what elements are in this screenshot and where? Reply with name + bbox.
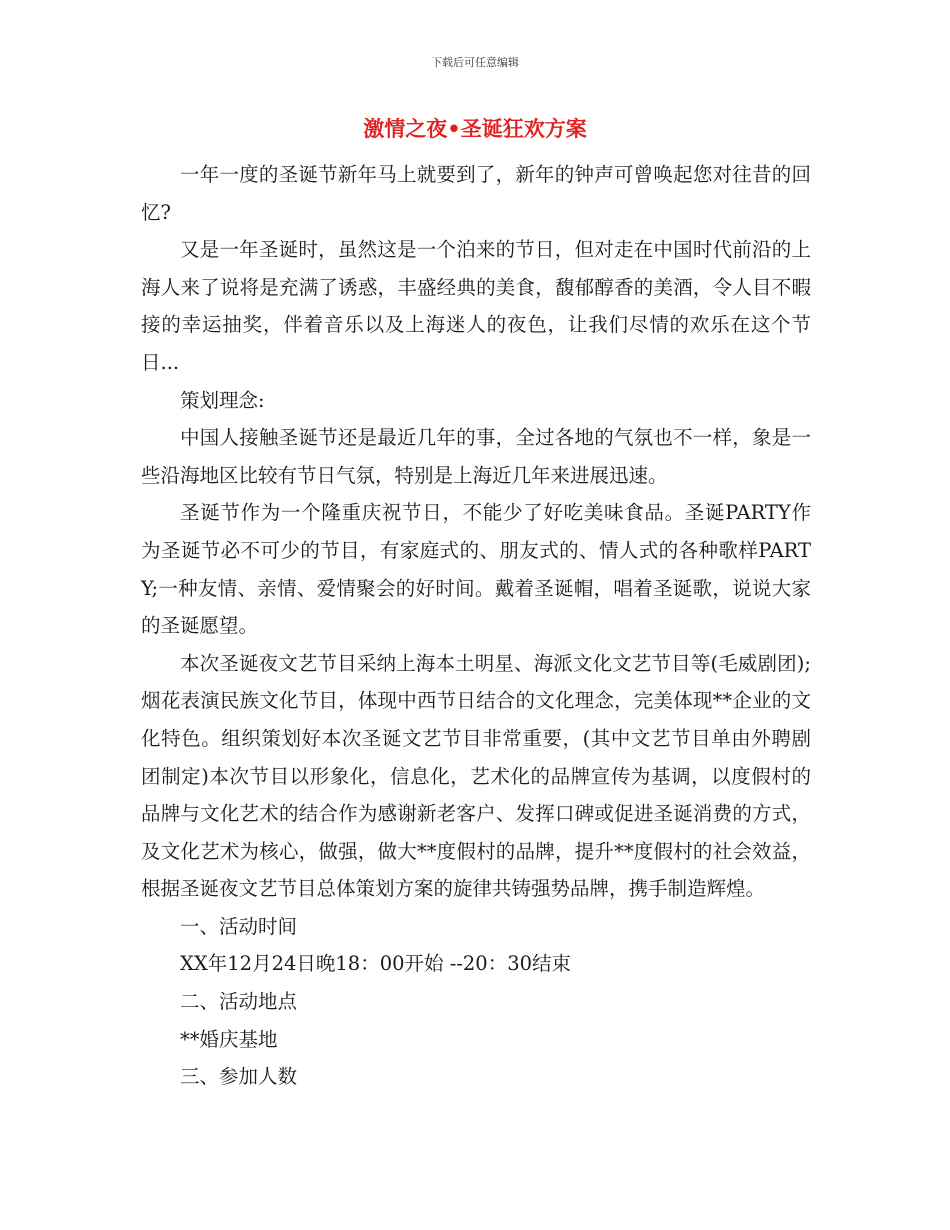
- section-heading-location: 二、活动地点: [180, 990, 298, 1014]
- document-body: [141, 156, 811, 1096]
- paragraph-concept-heading: 策划理念:: [180, 388, 265, 412]
- paragraph-concept-1: 中国人接触圣诞节还是最近几年的事，全过各地的气氛也不一样，象是一些沿海地区比较有节日气氛，特别是上海近几年来进展迅速。: [141, 426, 811, 487]
- section-text-time: XX年12月24日晚18：00开始 --20：30结束: [180, 952, 572, 976]
- paragraph-intro: 一年一度的圣诞节新年马上就要到了，新年的钟声可曾唤起您对往昔的回忆?: [141, 163, 811, 224]
- section-heading-time: 一、活动时间: [180, 914, 298, 938]
- section-text-location: **婚庆基地: [180, 1027, 278, 1051]
- document-title: 激情之夜•圣诞狂欢方案: [363, 117, 587, 141]
- paragraph-concept-3: 本次圣诞夜文艺节目采纳上海本土明星、海派文化文艺节目等(毛威剧团);烟花表演民族文化节目，体现中西节日结合的文化理念，完美体现**企业的文化特色。组织策划好本次圣诞文艺节目非常重要，(其中文艺节目单由外聘剧团制定)本次节目以形象化，信息化，艺术化的品牌宣传为基调，以度假村的品牌与文化艺术的结合作为感谢新老客户、发挥口碑或促进圣诞消费的方式，及文化艺术为核心，做强，做大**度假村的品牌，提升**度假村的社会效益，根据圣诞夜文艺节目总体策划方案的旋律共铸强势品牌，携手制造辉煌。: [141, 651, 811, 901]
- section-heading-attendees: 三、参加人数: [180, 1065, 298, 1089]
- paragraph-concept-2: 圣诞节作为一个隆重庆祝节日，不能少了好吃美味食品。圣诞PARTY作为圣诞节必不可少的节目，有家庭式的、朋友式的、情人式的各种歌样PARTY;一种友情、亲情、爱情聚会的好时间。戴着圣诞帽，唱着圣诞歌，说说大家的圣诞愿望。: [141, 501, 811, 638]
- page-header-note: 下载后可任意编辑: [431, 56, 519, 69]
- paragraph-christmas-shanghai: 又是一年圣诞时，虽然这是一个泊来的节日，但对走在中国时代前沿的上海人来了说将是充满了诱惑，丰盛经典的美食，馥郁醇香的美酒，令人目不暇接的幸运抽奖，伴着音乐以及上海迷人的夜色，让我们尽情的欢乐在这个节日...: [141, 238, 811, 374]
